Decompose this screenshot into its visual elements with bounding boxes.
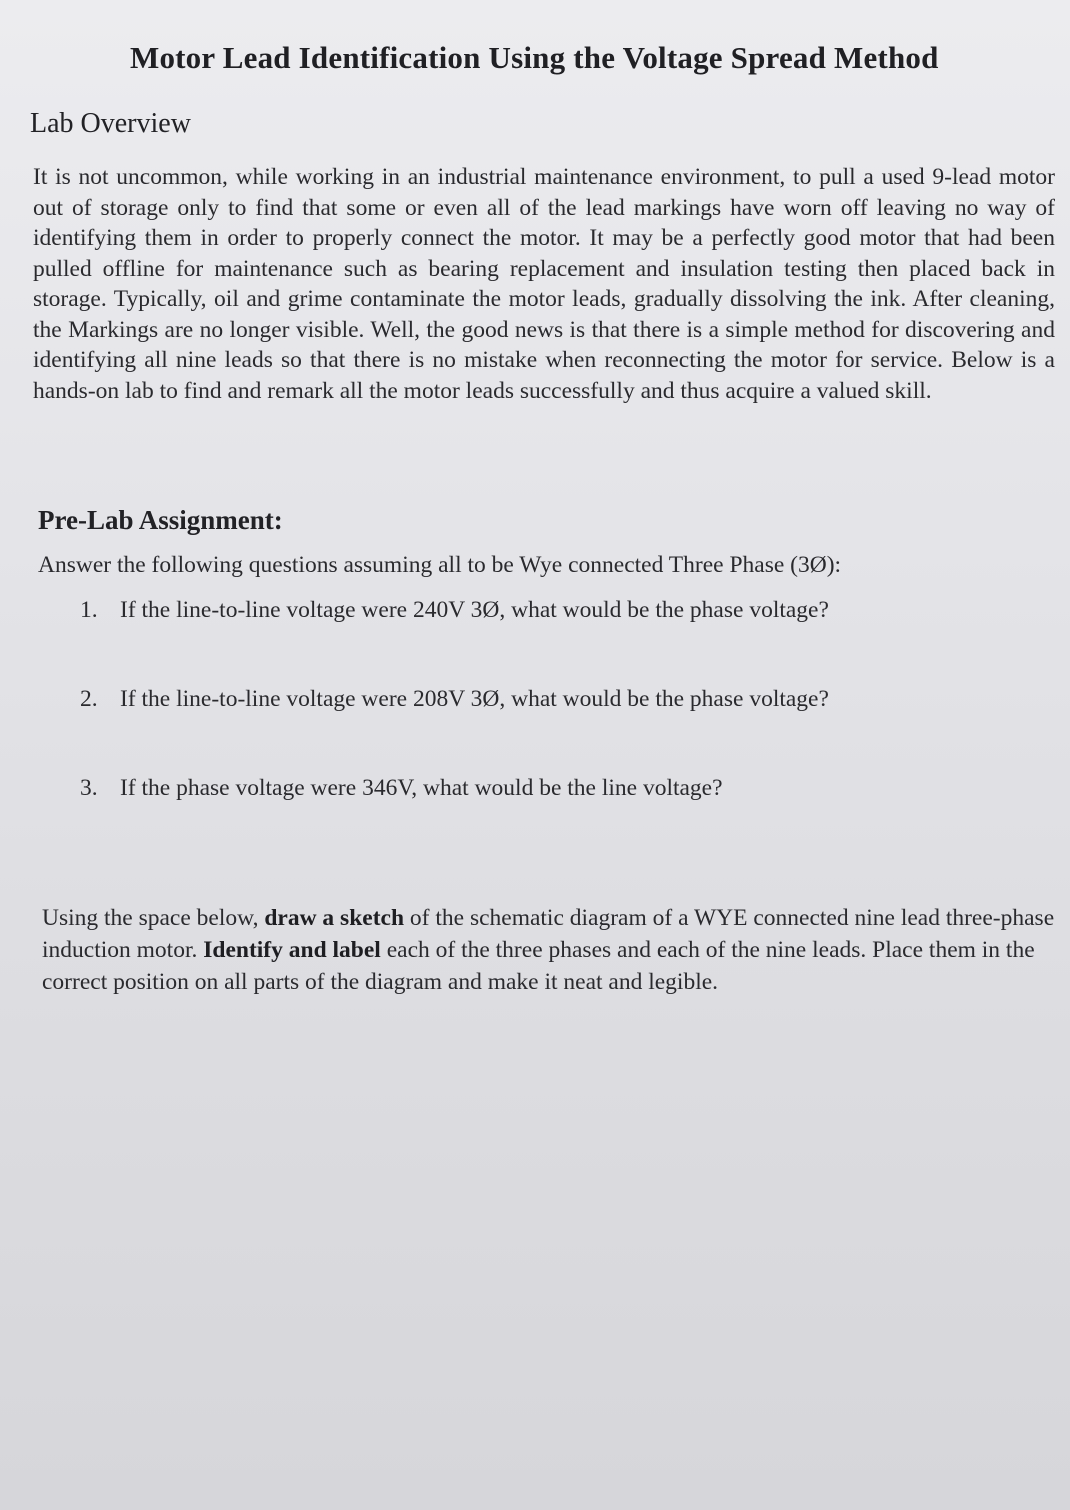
document-title: Motor Lead Identification Using the Voltage Spread Method xyxy=(130,40,939,75)
prelab-intro: Answer the following questions assuming all to be Wye connected Three Phase (3Ø): xyxy=(38,552,842,578)
question-2 xyxy=(80,686,829,713)
sketch-instructions xyxy=(42,902,1062,998)
question-number: 2. xyxy=(80,686,98,712)
question-number: 1. xyxy=(80,597,98,623)
question-text: If the phase voltage were 346V, what would be the line voltage? xyxy=(120,775,723,801)
sketch-text-part1: Using the space below, xyxy=(42,905,265,931)
question-text: If the line-to-line voltage were 240V 3Ø, what would be the phase voltage? xyxy=(120,597,829,623)
question-text: If the line-to-line voltage were 208V 3Ø, what would be the phase voltage? xyxy=(120,686,829,712)
lab-overview-heading: Lab Overview xyxy=(30,108,191,139)
sketch-text-part3: each of the three phases and each of the nine leads. Place them in the correct position on all parts of the diagram and make it neat and legible. xyxy=(42,937,1035,995)
prelab-heading: Pre-Lab Assignment: xyxy=(38,505,283,535)
question-number: 3. xyxy=(80,775,98,801)
sketch-emphasis-identify: Identify and label xyxy=(203,937,381,963)
sketch-answer-space xyxy=(40,1010,1040,1490)
lab-overview-paragraph: It is not uncommon, while working in an industrial maintenance environment, to pull a used 9-lead motor out of storage only to find that some or even all of the lead markings have worn off leaving no way of identifying them in order to properly connect the motor. It may be a perfectly good motor that had been pulled offline for maintenance such as bearing replacement and insulation testing then placed back in storage. Typically, oil and grime contaminate the motor leads, gradually dissolving the ink. After cleaning, the Markings are no longer visible. Well, the good news is that there is a simple method for discovering and identifying all nine leads so that there is no mistake when reconnecting the motor for service. Below is a hands-on lab to find and remark all the motor leads successfully and thus acquire a valued skill. xyxy=(33,164,1055,404)
question-1 xyxy=(80,597,829,624)
sketch-emphasis-draw: draw a sketch xyxy=(264,905,405,931)
sketch-text-part2: of the schematic diagram of a WYE connected nine lead three-phase induction motor. xyxy=(42,905,1055,963)
question-3 xyxy=(80,775,723,802)
